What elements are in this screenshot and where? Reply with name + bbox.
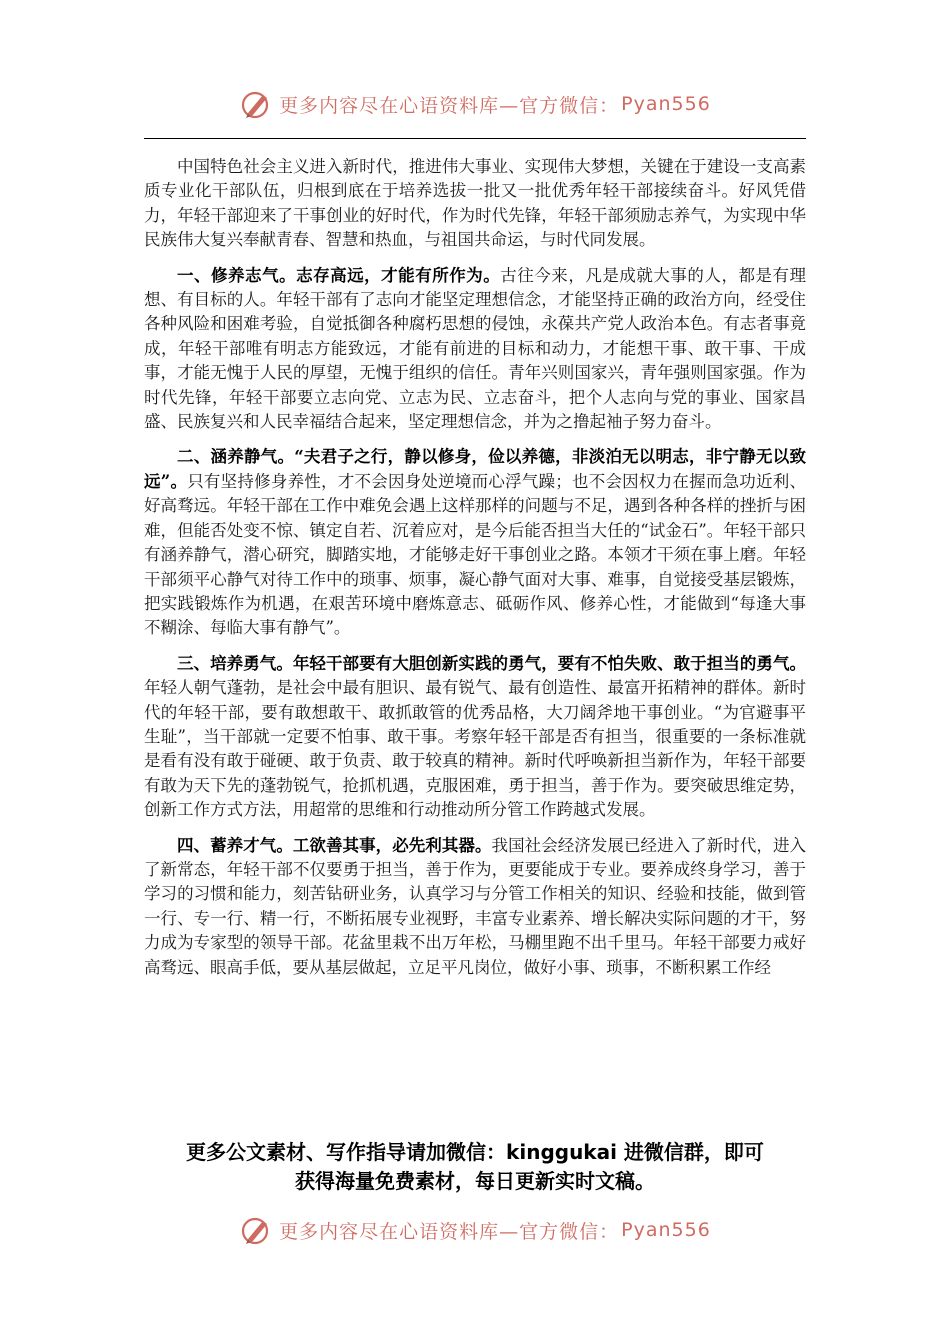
pen-logo-icon [239,87,273,121]
section-text: 只有坚持修身养性，才不会因身处逆境而心浮气躁；也不会因权力在握而急功近利、好高骛远。年轻干部在工作中难免会遇上这样那样的问题与不足，遇到各种各样的挫折与困难，但能否处变不惊、镇定自若、沉着应对，是今后能否担当大任的“试金石”。年轻干部只有涵养静气，潜心研究，脚踏实地，才能够走好干事创业之路。本领才干须在事上磨。年轻干部须平心静气对待工作中的琐事、烦事，凝心静气面对大事、难事，自觉接受基层锻炼，把实践锻炼作为机遇，在艰苦环境中磨炼意志、砥砺作风、修养心性，才能做到“每逢大事不糊涂、每临大事有静气”。 [144,471,806,638]
header-divider [144,138,806,139]
promo-line: 获得海量免费素材，每日更新实时文稿。 [295,1169,655,1193]
intro-text: 中国特色社会主义进入新时代，推进伟大事业、实现伟大梦想，关键在于建设一支高素质专业化干部队伍，归根到底在于培养选拔一批又一批优秀年轻干部接续奋斗。好风凭借力，年轻干部迎来了干事创业的好时代，作为时代先锋，年轻干部须励志养气，为实现中华民族伟大复兴奉献青春、智慧和热血，与祖国共命运，与时代同发展。 [144,157,806,250]
promo-notice [120,1138,830,1196]
section-paragraph [144,652,806,823]
promo-line: 更多公文素材、写作指导请加微信：kinggukai 进微信群，即可 [186,1140,764,1164]
section-text: 我国社会经济发展已经进入了新时代，进入了新常态，年轻干部不仅要勇于担当，善于作为，更要能成于专业。要养成终身学习，善于学习的习惯和能力，刻苦钻研业务，认真学习与分管工作相关的知识、经验和技能，做到管一行、专一行、精一行，不断拓展专业视野，丰富专业素养、增长解决实际问题的才干，努力成为专家型的领导干部。花盆里栽不出万年松，马棚里跑不出千里马。年轻干部要力戒好高骛远、眼高手低，要从基层做起，立足平凡岗位，做好小事、琐事，不断积累工作经 [144,835,807,977]
section-paragraph [144,445,806,640]
watermark-text: 更多内容尽在心语资料库—官方微信： [279,1220,620,1243]
watermark-handle: Pyan556 [621,93,711,115]
section-heading: 一、修养志气。志存高远，才能有所作为。 [177,265,501,285]
pen-logo-icon [239,1213,273,1247]
section-paragraph [144,264,806,435]
section-text: 年轻人朝气蓬勃，是社会中最有胆识、最有锐气、最有创造性、最富开拓精神的群体。新时代的年轻干部，要有敢想敢干、敢抓敢管的优秀品格，大刀阔斧地干事创业。“为官避事平生耻”，当干部就一定要不怕事、敢干事。考察年轻干部是否有担当，很重要的一条标准就是看有没有敢于碰硬、敢于负责、敢于较真的精神。新时代呼唤新担当新作为，年轻干部要有敢为天下先的蓬勃锐气，抢抓机遇，克服困难，勇于担当，善于作为。要突破思维定势，创新工作方式方法，用超常的思维和行动推动所分管工作跨越式发展。 [144,678,806,820]
section-paragraph [144,834,806,980]
article-body [144,155,806,991]
section-heading: 三、培养勇气。年轻干部要有大胆创新实践的勇气，要有不怕失败、敢于担当的勇气。 [177,653,806,673]
watermark-text: 更多内容尽在心语资料库—官方微信： [279,94,620,117]
section-heading: 四、蓄养才气。工欲善其事，必先利其器。 [177,835,492,855]
intro-paragraph [144,155,806,253]
section-heading: 二、涵养静气。“夫君子之行，静以修身，俭以养德，非淡泊无以明志，非宁静无以致远”。 [144,447,806,491]
section-text: 古往今来，凡是成就大事的人，都是有理想、有目标的人。年轻干部有了志向才能坚定理想信念，才能坚持正确的政治方向，经受住各种风险和困难考验，自觉抵御各种腐朽思想的侵蚀，永葆共产党人政治本色。有志者事竟成，年轻干部唯有明志方能致远，才能有前进的目标和动力，才能想干事、敢干事、干成事，才能无愧于人民的厚望，无愧于组织的信任。青年兴则国家兴，青年强则国家强。作为时代先锋，年轻干部要立志向党、立志为民、立志奋斗，把个人志向与党的事业、国家昌盛、民族复兴和人民幸福结合起来，坚定理想信念，并为之撸起袖子努力奋斗。 [144,265,807,432]
header-watermark [0,84,950,124]
footer-watermark [0,1210,950,1250]
watermark-handle: Pyan556 [621,1219,711,1241]
